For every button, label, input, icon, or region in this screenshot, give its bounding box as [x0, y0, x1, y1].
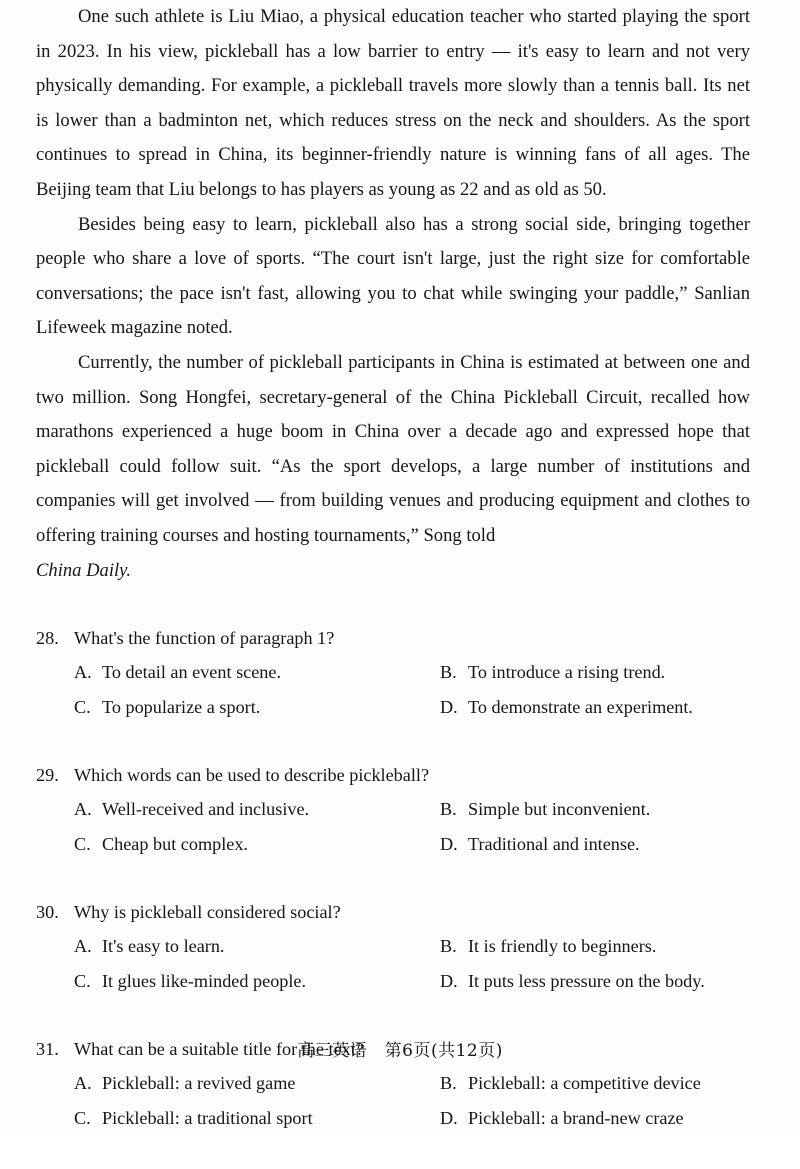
question-stem	[36, 621, 334, 655]
question-number: 31.	[36, 1039, 59, 1059]
option-letter: D.	[440, 1108, 458, 1128]
option-text: To popularize a sport.	[102, 697, 261, 717]
question-text: What's the function of paragraph 1?	[74, 628, 335, 648]
option-text: Pickleball: a revived game	[102, 1073, 296, 1093]
option-text: It is friendly to beginners.	[468, 936, 657, 956]
option-letter: A.	[74, 662, 92, 682]
option-b[interactable]	[440, 655, 665, 689]
option-d[interactable]	[440, 827, 640, 861]
option-letter: D.	[440, 697, 458, 717]
option-letter: A.	[74, 1073, 92, 1093]
question-text: Why is pickleball considered social?	[74, 902, 341, 922]
question-29	[36, 758, 750, 895]
option-c[interactable]	[74, 1101, 313, 1135]
option-letter: B.	[440, 662, 457, 682]
option-letter: B.	[440, 1073, 457, 1093]
option-b[interactable]	[440, 1066, 701, 1100]
option-letter: C.	[74, 971, 91, 991]
option-text: It glues like-minded people.	[102, 971, 307, 991]
page-footer: 高三英语 第6页(共12页)	[297, 1041, 503, 1061]
option-letter: A.	[74, 936, 92, 956]
option-text: Traditional and intense.	[468, 834, 640, 854]
option-letter: D.	[440, 971, 458, 991]
option-letter: B.	[440, 936, 457, 956]
option-text: Cheap but complex.	[102, 834, 248, 854]
option-letter: C.	[74, 834, 91, 854]
question-text: What can be a suitable title for the text?	[74, 1039, 364, 1059]
passage-paragraph-1: One such athlete is Liu Miao, a physical education teacher who started playing the sport in 2023. In his view, pickleball has a low barrier to entry — it's easy to learn and not very physically demanding. For example, a pickleball travels more slowly than a tennis ball. Its net is lower than a badminton net, which reduces stress on the neck and shoulders. As the sport continues to spread in China, its beginner-friendly nature is winning fans of all ages. The Beijing team that Liu belongs to has players as young as 22 and as old as 50.	[36, 6, 750, 200]
passage-paragraph-3-text: Currently, the number of pickleball participants in China is estimated at between one and two million. Song Hongfei, secretary-general of the China Pickleball Circuit, recalled how marathons experienced a huge boom in China over a decade ago and expressed hope that pickleball could follow suit. “As the sport develops, a large number of institutions and companies will get involved — from building venues and producing equipment and clothes to offering training courses and hosting tournaments,” Song told	[36, 351, 750, 546]
question-number: 28.	[36, 628, 59, 648]
option-text: Simple but inconvenient.	[468, 799, 651, 819]
question-28	[36, 621, 750, 758]
option-a[interactable]	[74, 792, 309, 826]
option-letter: A.	[74, 799, 92, 819]
option-letter: C.	[74, 1108, 91, 1128]
option-text: Pickleball: a brand-new craze	[468, 1108, 684, 1128]
passage-paragraph-2: Besides being easy to learn, pickleball also has a strong social side, bringing together people who share a love of sports. “The court isn't large, just the right size for comfortable conversations; the pace isn't fast, allowing you to chat while swinging your paddle,” Sanlian Lifeweek magazine noted.	[36, 213, 750, 339]
question-stem	[36, 758, 429, 792]
option-letter: D.	[440, 834, 458, 854]
option-d[interactable]	[440, 964, 705, 998]
option-d[interactable]	[440, 1101, 684, 1135]
option-b[interactable]	[440, 792, 650, 826]
option-text: It's easy to learn.	[102, 936, 225, 956]
option-a[interactable]	[74, 655, 281, 689]
option-letter: B.	[440, 799, 457, 819]
option-text: To introduce a rising trend.	[468, 662, 666, 682]
passage-source: China Daily.	[36, 559, 132, 581]
option-d[interactable]	[440, 690, 693, 724]
option-text: Well-received and inclusive.	[102, 799, 310, 819]
option-c[interactable]	[74, 964, 306, 998]
question-stem	[36, 895, 341, 929]
option-letter: C.	[74, 697, 91, 717]
option-a[interactable]	[74, 929, 224, 963]
option-c[interactable]	[74, 827, 248, 861]
option-a[interactable]	[74, 1066, 295, 1100]
question-number: 30.	[36, 902, 59, 922]
option-text: To demonstrate an experiment.	[468, 697, 693, 717]
question-30	[36, 895, 750, 1032]
option-text: It puts less pressure on the body.	[468, 971, 705, 991]
passage-paragraph-3	[36, 346, 750, 588]
option-text: Pickleball: a competitive device	[468, 1073, 701, 1093]
option-text: To detail an event scene.	[102, 662, 282, 682]
question-number: 29.	[36, 765, 59, 785]
option-c[interactable]	[74, 690, 260, 724]
question-list	[36, 621, 750, 1169]
option-b[interactable]	[440, 929, 656, 963]
question-text: Which words can be used to describe pickleball?	[74, 765, 430, 785]
option-text: Pickleball: a traditional sport	[102, 1108, 313, 1128]
reading-passage	[36, 0, 750, 588]
